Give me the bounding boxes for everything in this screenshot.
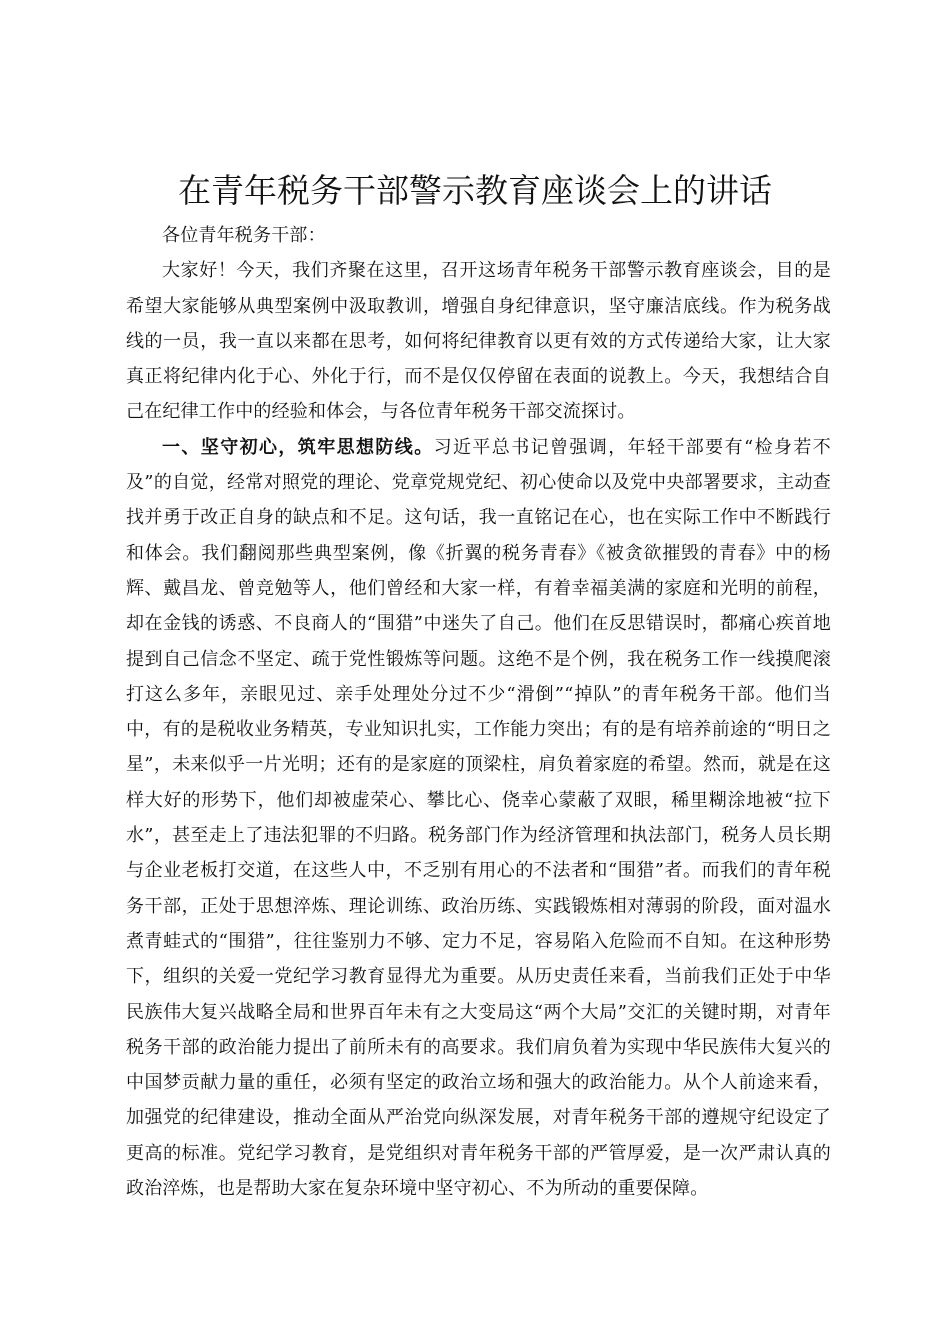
document-title: 在青年税务干部警示教育座谈会上的讲话: [178, 171, 772, 210]
section-1-heading: 一、坚守初心，筑牢思想防线。: [162, 436, 434, 458]
opening-paragraph: 大家好！今天，我们齐聚在这里，召开这场青年税务干部警示教育座谈会，目的是希望大家能够从典型案例中汲取教训，增强自身纪律意识，坚守廉洁底线。作为税务战线的一员，我一直以来都在思考，如何将纪律教育以更有效的方式传递给大家，让大家真正将纪律内化于心、外化于行，而不是仅仅停留在表面的说教上。今天，我想结合自己在纪律工作中的经验和体会，与各位青年税务干部交流探讨。: [126, 260, 831, 423]
section-1-paragraph: [126, 430, 831, 1207]
section-1-body: 习近平总书记曾强调，年轻干部要有“检身若不及”的自觉，经常对照党的理论、党章党规党纪、初心使命以及党中央部署要求，主动查找并勇于改正自身的缺点和不足。这句话，我一直铭记在心，也在实际工作中不断践行和体会。我们翻阅那些典型案例，像《折翼的税务青春》《被贪欲摧毁的青春》中的杨辉、戴昌龙、曾竞勉等人，他们曾经和大家一样，有着幸福美满的家庭和光明的前程，却在金钱的诱惑、不良商人的“围猎”中迷失了自己。他们在反思错误时，都痛心疾首地提到自己信念不坚定、疏于党性锻炼等问题。这绝不是个例，我在税务工作一线摸爬滚打这么多年，亲眼见过、亲手处理处分过不少“滑倒”“掉队”的青年税务干部。他们当中，有的是税收业务精英，专业知识扎实，工作能力突出；有的是有培养前途的“明日之星”，未来似乎一片光明；还有的是家庭的顶梁柱，肩负着家庭的希望。然而，就是在这样大好的形势下，他们却被虚荣心、攀比心、侥幸心蒙蔽了双眼，稀里糊涂地被“拉下水”，甚至走上了违法犯罪的不归路。税务部门作为经济管理和执法部门，税务人员长期与企业老板打交道，在这些人中，不乏别有用心的不法者和“围猎”者。而我们的青年税务干部，正处于思想淬炼、理论训练、政治历练、实践锻炼相对薄弱的阶段，面对温水煮青蛙式的“围猎”，往往鉴别力不够、定力不足，容易陷入危险而不自知。在这种形势下，组织的关爱一党纪学习教育显得尤为重要。从历史责任来看，当前我们正处于中华民族伟大复兴战略全局和世界百年未有之大变局这“两个大局”交汇的关键时期，对青年税务干部的政治能力提出了前所未有的高要求。我们肩负着为实现中华民族伟大复兴的中国梦贡献力量的重任，必须有坚定的政治立场和强大的政治能力。从个人前途来看，加强党的纪律建设，推动全面从严治党向纵深发展，对青年税务干部的遵规守纪设定了更高的标准。党纪学习教育，是党组织对青年税务干部的严管厚爱，是一次严肃认真的政治淬炼，也是帮助大家在复杂环境中坚守初心、不为所动的重要保障。: [126, 436, 831, 1200]
salutation: 各位青年税务干部：: [162, 225, 326, 246]
document-body: [126, 218, 831, 1206]
